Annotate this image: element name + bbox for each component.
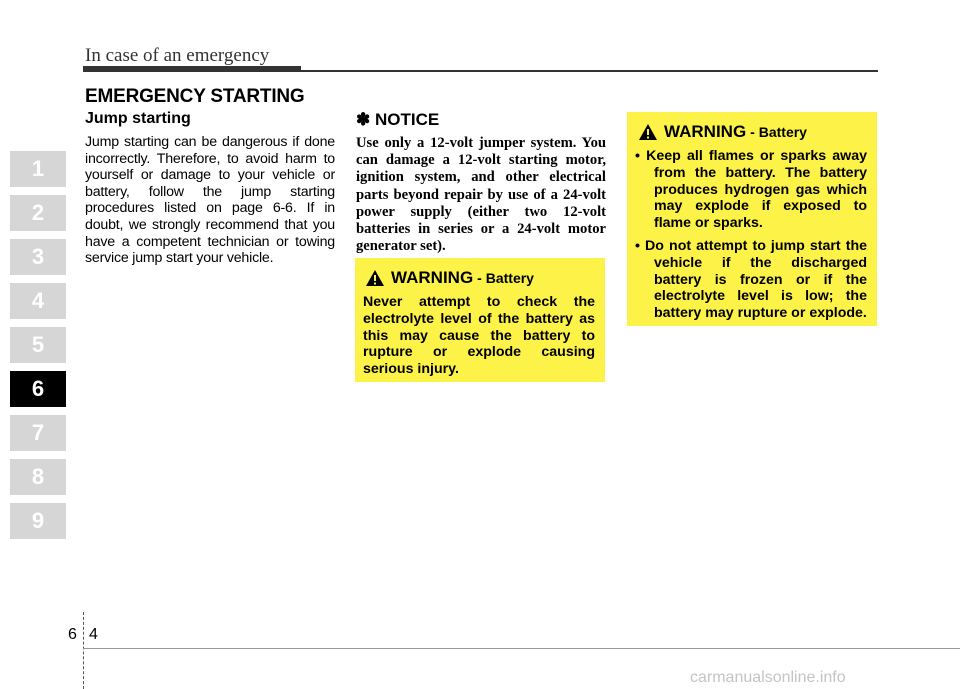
- chapter-tab-7[interactable]: 7: [10, 415, 66, 451]
- chapter-tab-9[interactable]: 9: [10, 503, 66, 539]
- chapter-tab-1[interactable]: 1: [10, 151, 66, 187]
- page-number: 4: [89, 626, 98, 643]
- chapter-tab-4[interactable]: 4: [10, 283, 66, 319]
- warning-list-item: • Do not attempt to jump start the vehicle if the discharged battery is frozen or if the electrolyte level is low; the battery may rupture or explode.: [635, 237, 867, 322]
- warning-topic: - Battery: [477, 270, 534, 286]
- warning-label: WARNING: [664, 122, 747, 141]
- notice-section: [356, 110, 606, 255]
- warning-header: [638, 122, 877, 142]
- running-header: In case of an emergency: [85, 45, 270, 66]
- jump-starting-heading: Jump starting: [85, 110, 191, 127]
- warning-triangle-icon: [638, 123, 658, 141]
- chapter-tab-2[interactable]: 2: [10, 195, 66, 231]
- chapter-tab-6[interactable]: 6: [10, 371, 66, 407]
- footer-rule: [83, 648, 960, 649]
- notice-body: Use only a 12-volt jumper system. You can damage a 12-volt starting motor, ignition system, and other electrical parts beyond repair by use of a 24-volt power supply (either two 12-volt batteries in series or a 24-volt motor generator set).: [356, 135, 606, 255]
- chapter-tab-3[interactable]: 3: [10, 239, 66, 275]
- warning-list-item: • Keep all flames or sparks away from the battery. The battery produces hydrogen gas which may explode if exposed to flame or sparks.: [635, 148, 867, 232]
- jump-starting-section: [85, 110, 335, 267]
- header-rule-thin: [301, 70, 878, 72]
- warning-topic: - Battery: [750, 124, 807, 140]
- chapter-tab-5[interactable]: 5: [10, 327, 66, 363]
- watermark-text: carmanualsonline.info: [690, 669, 846, 686]
- warning-body: Never attempt to check the electrolyte level of the battery as this may cause the battery to rupture or explode causing serious injury.: [363, 294, 595, 378]
- section-title: EMERGENCY STARTING: [85, 86, 305, 107]
- jump-starting-body: Jump starting can be dangerous if done incorrectly. Therefore, to avoid harm to yourself or damage to your vehicle or battery, follow the jump starting procedures listed on page 6-6. If in doubt, we strongly recommend that you have a competent technician or towing service jump start your vehicle.: [85, 134, 335, 267]
- notice-heading: ✽ NOTICE: [356, 110, 440, 129]
- warning-list: [627, 148, 877, 322]
- chapter-tab-8[interactable]: 8: [10, 459, 66, 495]
- warning-header: [365, 268, 605, 288]
- warning-triangle-icon: [365, 269, 385, 287]
- warning-box-battery-flames: [627, 112, 877, 326]
- page-number-divider: [83, 612, 85, 689]
- header-rule-thick: [83, 66, 301, 72]
- warning-label: WARNING: [391, 268, 474, 287]
- warning-box-battery-check: [355, 258, 605, 382]
- page-chapter-number: 6: [68, 626, 77, 643]
- chapter-tabs: [10, 151, 66, 547]
